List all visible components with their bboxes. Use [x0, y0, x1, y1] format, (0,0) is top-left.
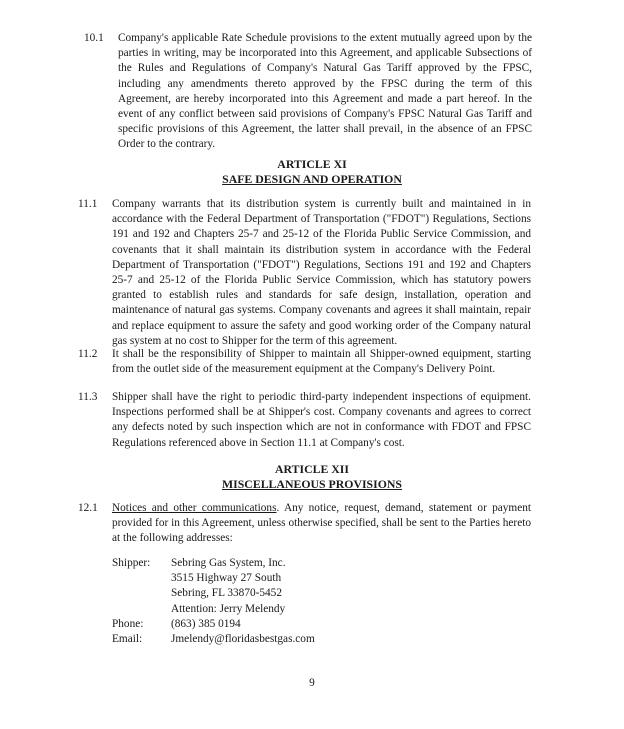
address-line: 3515 Highway 27 South	[171, 572, 282, 585]
section-number: 11.2	[78, 348, 98, 360]
section-heading: Notices and other communications	[112, 502, 277, 514]
article-heading	[0, 157, 624, 187]
section-number: 11.1	[78, 198, 98, 210]
section-number: 10.1	[84, 32, 104, 44]
shipper-label: Shipper:	[112, 557, 151, 569]
email-label: Email:	[112, 633, 143, 646]
address-line: Sebring, FL 33870-5452	[171, 587, 282, 600]
section-text: Company's applicable Rate Schedule provisions to the extent mutually agreed upon by the parties in writing, may be incorporated into this Agreement, and applicable Subsections of the Rules and Regulations of Company's Natural Gas Tariff approved by the FPSC, including any amendments thereto approved by the FPSC during the term of this Agreement, are hereby incorporated into this Agreement and made a part hereof. In the event of any conflict between said provisions of Company's FPSC Natural Gas Tariff and specific provisions of this Agreement, the latter shall prevail, in the absence of an FPSC Order to the contrary.	[118, 32, 532, 151]
section-text: Company warrants that its distribution system is currently built and maintained in in accordance with the Federal Department of Transportation ("FDOT") Regulations, Sections 191 and 192 and Chapters 25-7 and 25-12 of the Florida Public Service Commission, and covenants that it shall maintain its distribution system in accordance with the Federal Department of Transportation ("FDOT") Regulations, Sections 191 and 192 and Chapters 25-7 and 25-12 of the Florida Public Service Commission, which has statutory powers granted to establish rules and standards for safe design, installation, operation and maintenance of natural gas systems. Company covenants and agrees it shall maintain, repair and replace equipment to assure the safety and good working order of the Company natural gas system at no cost to Shipper for the term of this agreement.	[112, 198, 531, 347]
article-subtitle: MISCELLANEOUS PROVISIONS	[222, 477, 402, 491]
article-title: ARTICLE XII	[275, 462, 349, 476]
page-number: 9	[309, 677, 315, 689]
article-title: ARTICLE XI	[277, 157, 347, 171]
email-value: Jmelendy@floridasbestgas.com	[171, 633, 315, 646]
section-number: 12.1	[78, 502, 98, 514]
section-body: . Any notice, request, demand, statement or payment provided for in this Agreement, unless otherwise specified, shall be sent to the Parties hereto at the following addresses:	[112, 502, 531, 545]
phone-value: (863) 385 0194	[171, 617, 241, 630]
article-subtitle: SAFE DESIGN AND OPERATION	[222, 172, 402, 186]
section-text: Shipper shall have the right to periodic third-party independent inspections of equipment. Inspections performed shall be at Shipper's cost. Company covenants and agrees to correct any defects noted by such inspection which are not in conformance with FDOT and FPSC Regulations referenced above in Section 11.1 at Company's cost.	[112, 391, 531, 449]
section-text	[112, 501, 531, 547]
article-heading	[0, 462, 624, 492]
address-line: Attention: Jerry Melendy	[171, 602, 286, 615]
address-line: Sebring Gas System, Inc.	[171, 557, 286, 569]
shipper-address-block	[112, 556, 315, 647]
section-number: 11.3	[78, 391, 98, 403]
section-text: It shall be the responsibility of Shipper to maintain all Shipper-owned equipment, starting from the outlet side of the measurement equipment at the Company's Delivery Point.	[112, 348, 531, 376]
phone-label: Phone:	[112, 617, 144, 630]
